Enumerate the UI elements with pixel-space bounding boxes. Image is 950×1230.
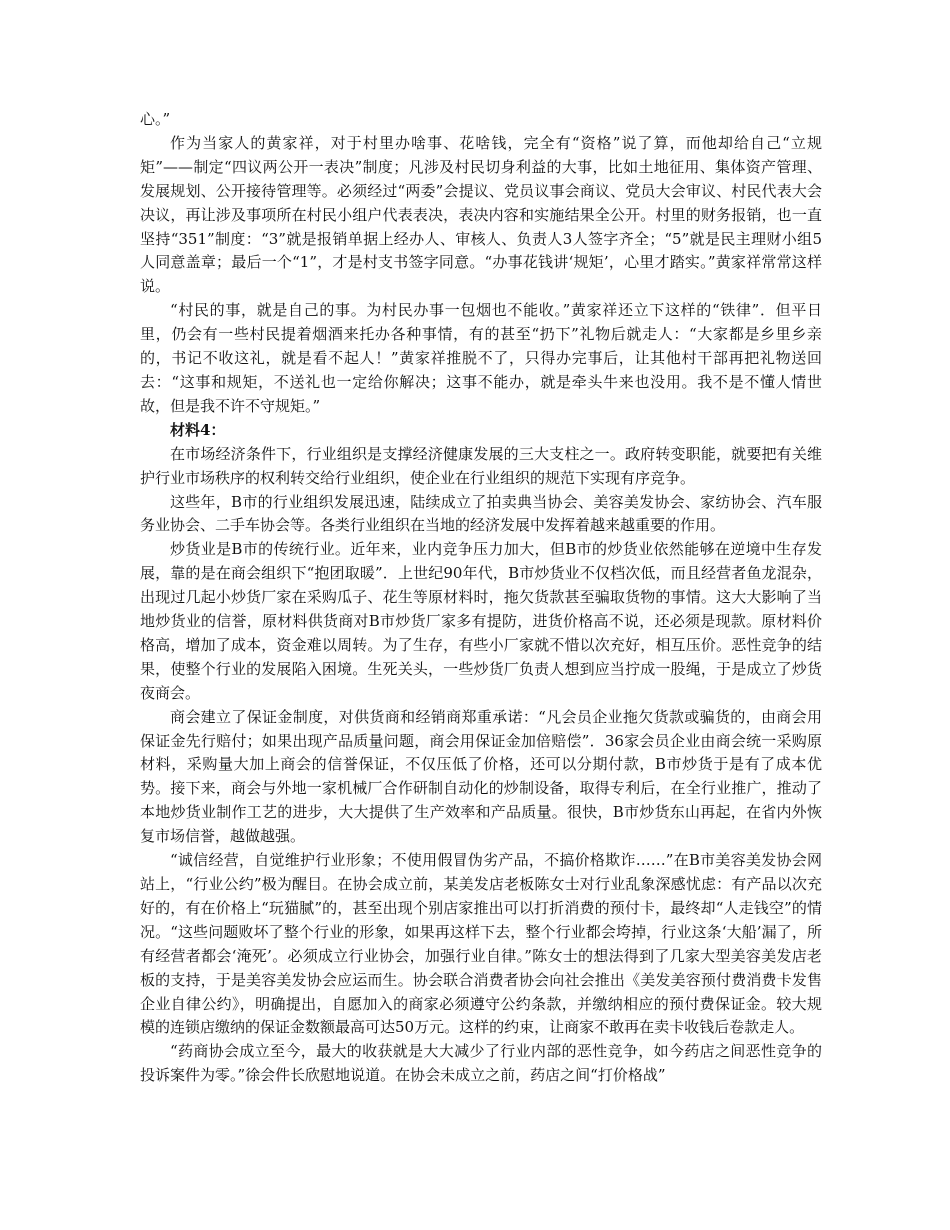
paragraph-huang-gifts: “村民的事，就是自己的事。为村民办事一包烟也不能收。”黄家祥还立下这样的“铁律”．但平日里，仍会有一些村民提着烟酒来托办各种事情，有的甚至“扔下”礼物后就走人：“大家都是乡里乡亲的，书记不收这礼，就是看不起人！”黄家祥推脱不了，只得办完事后，让其他村干部再把礼物送回去：“这事和规矩，不送礼也一定给你解决；这事不能办，就是牵头牛来也没用。我不是不懂人情世故，但是我不许不守规矩。” (140, 301, 822, 415)
paragraph-huang-rules: 作为当家人的黄家祥，对于村里办啥事、花啥钱，完全有“资格”说了算，而他却给自己“立规矩”——制定“四议两公开一表决”制度；凡涉及村民切身利益的大事，比如土地征用、集体资产管理、发展规划、公开接待管理等。必须经过“两委”会提议、党员议事会商议、党员大会审议、村民代表大会决议，再让涉及事项所在村民小组户代表表决，表决内容和实施结果全公开。村里的财务报销，也一直坚持“351”制度：“3”就是报销单据上经办人、审核人、负责人3人签字齐全；“5”就是民主理财小组5人同意盖章；最后一个“1”，才是村支书签字同意。“办事花钱讲‘规矩’，心里才踏实。”黄家祥常常这样说。 (140, 133, 822, 296)
paragraph-market-economy: 在市场经济条件下，行业组织是支撑经济健康发展的三大支柱之一。政府转变职能，就要把有关维护行业市场秩序的权利转交给行业组织，使企业在行业组织的规范下实现有序竞争。 (140, 444, 822, 487)
paragraph-beauty-association: “诚信经营，自觉维护行业形象；不使用假冒伪劣产品，不搞价格欺诈……”在B市美容美发协会网站上，“行业公约”极为醒目。在协会成立前，某美发店老板陈女士对行业乱象深感忧虑：有产品以次充好的，有在价格上“玩猫腻”的，甚至出现个别店家推出可以打折消费的预付卡，最终却“人走钱空”的情况。“这些问题败坏了整个行业的形象，如果再这样下去，整个行业都会垮掉，行业这条‘大船’漏了，所有经营者都会‘淹死’。必须成立行业协会，加强行业自律。”陈女士的想法得到了几家大型美容美发店老板的支持，于是美容美发协会应运而生。协会联合消费者协会向社会推出《美发美容预付费消费卡发售企业自律公约》，明确提出，自愿加入的商家必须遵守公约条款，并缴纳相应的预付费保证金。较大规模的连锁店缴纳的保证金数额最高可达50万元。这样的约束，让商家不敢再在卖卡收钱后卷款走人。 (140, 851, 822, 1037)
paragraph-continuation: 心。” (140, 110, 171, 128)
paragraph-industry-organizations: 这些年，B市的行业组织发展迅速，陆续成立了拍卖典当协会、美容美发协会、家纺协会、汽车服务业协会、二手车协会等。各类行业组织在当地的经济发展中发挥着越来越重要的作用。 (140, 492, 822, 535)
paragraph-pharmacy-association: “药商协会成立至今，最大的收获就是大大减少了行业内部的恶性竞争，如今药店之间恶性竞争的投诉案件为零。”徐会件长欣慰地说道。在协会未成立之前，药店之间“打价格战” (140, 1042, 822, 1085)
section-heading-material-4: 材料4： (170, 420, 226, 439)
paragraph-chamber-deposit: 商会建立了保证金制度，对供货商和经销商郑重承诺：“凡会员企业拖欠货款或骗货的，由商会用保证金先行赔付；如果出现产品质量问题，商会用保证金加倍赔偿”．36家会员企业由商会统一采购原材料，采购量大加上商会的信誉保证，不仅压低了价格，还可以分期付款，B市炒货于是有了成本优势。接下来，商会与外地一家机械厂合作研制自动化的炒制设备，取得专利后，在全行业推广，推动了本地炒货业制作工艺的进步，大大提供了生产效率和产品质量。很快，B市炒货东山再起，在省内外恢复市场信誉，越做越强。 (140, 707, 822, 846)
paragraph-roasted-goods: 炒货业是B市的传统行业。近年来，业内竞争压力加大，但B市的炒货业依然能够在逆境中生存发展，靠的是在商会组织下“抱团取暖”．上世纪90年代，B市炒货业不仅档次低，而且经营者鱼龙混杂，出现过几起小炒货厂家在采购瓜子、花生等原材料时，拖欠货款甚至骗取货物的事情。这大大影响了当地炒货业的信誉，原材料供货商对B市炒货厂家多有提防，进货价格高不说，还必须是现款。原材料价格高，增加了成本，资金难以周转。为了生存，有些小厂家就不惜以次充好，相互压价。恶性竞争的结果，使整个行业的发展陷入困境。生死关头，一些炒货厂负责人想到应当拧成一股绳，于是成立了炒货夜商会。 (140, 540, 822, 702)
document-page (140, 108, 822, 1088)
